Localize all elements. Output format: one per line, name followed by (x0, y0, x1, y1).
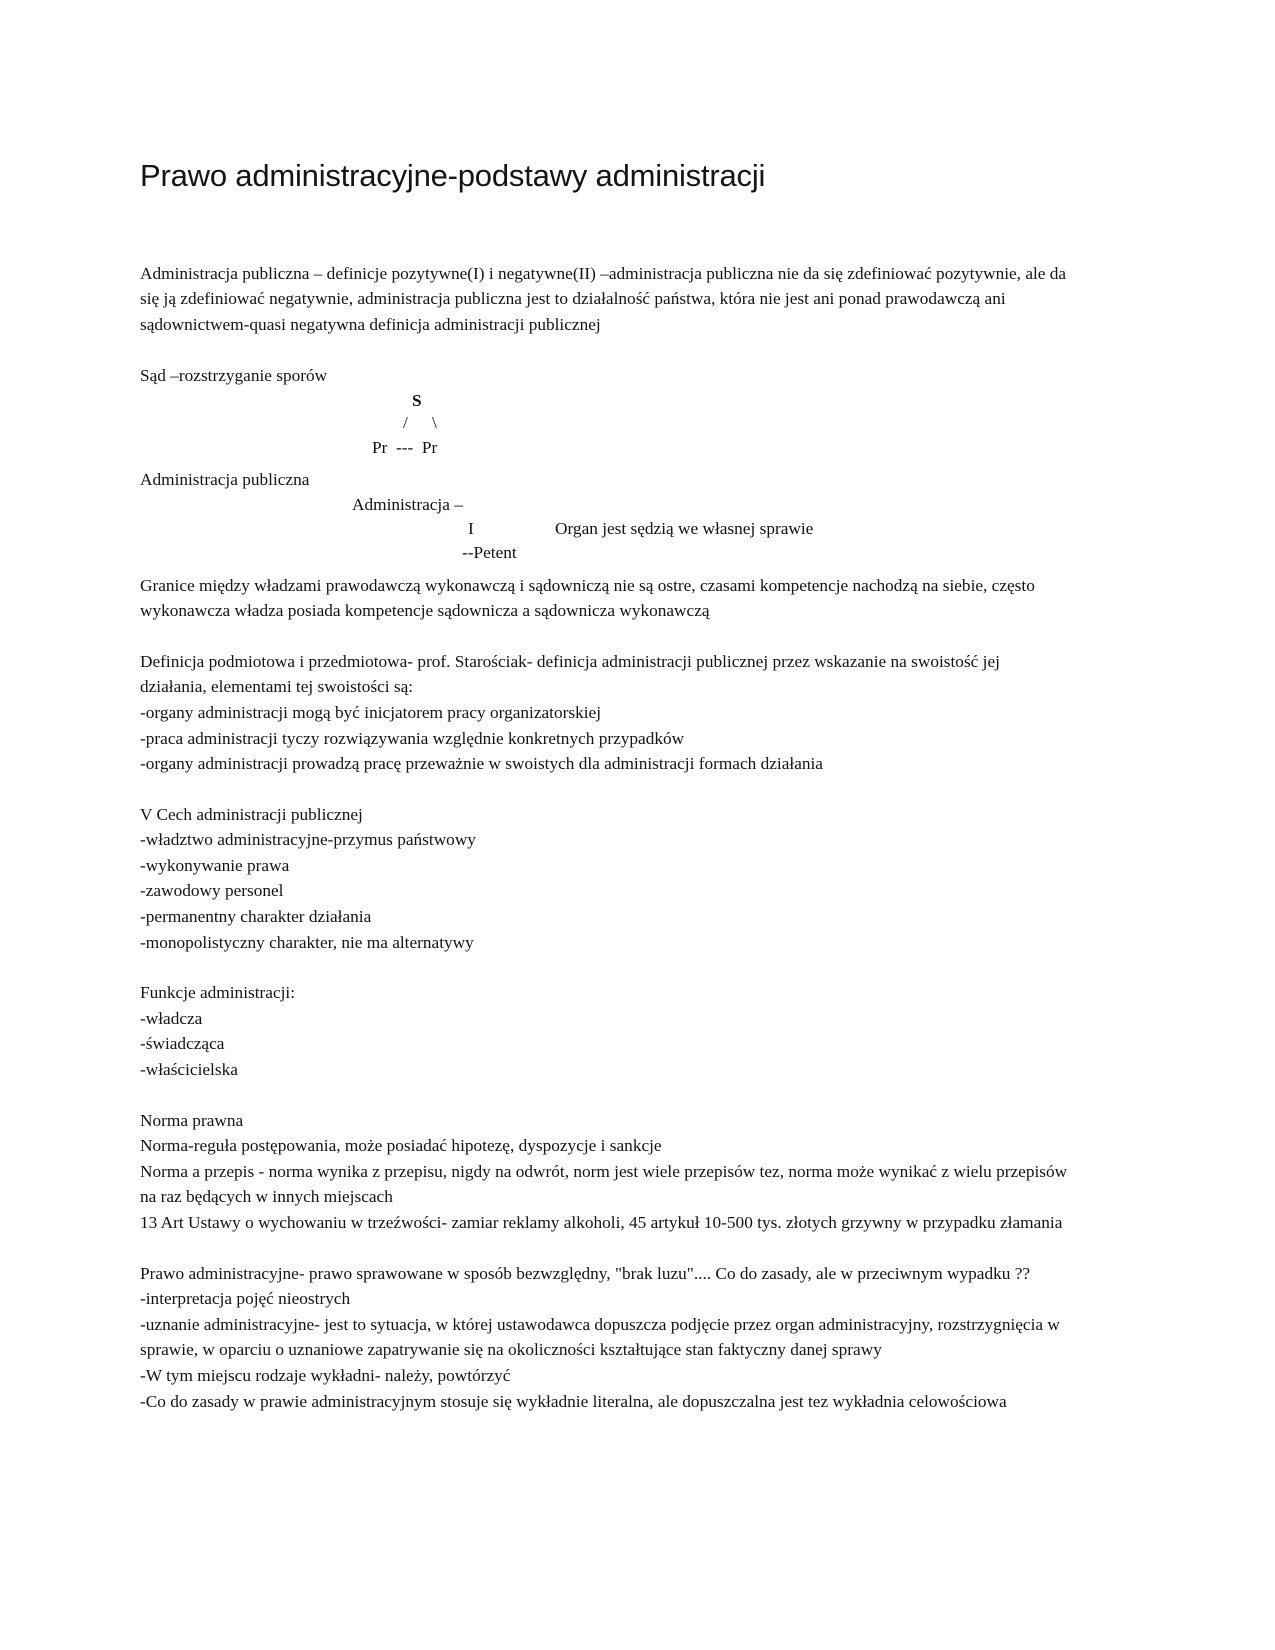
norma-line-3: 13 Art Ustawy o wychowaniu w trzeźwości- zamiar reklamy alkoholi, 45 artykuł 10-500 tys. złotych grzywny w przypadku złamania (140, 1213, 1063, 1233)
administration-diagram (140, 493, 1070, 573)
cechy-bullet: -permanentny charakter działania (140, 907, 372, 927)
diagram-node-petent: --Petent (462, 542, 517, 562)
spacer (140, 955, 1070, 980)
cechy-bullet: -wykonywanie prawa (140, 855, 290, 875)
definicja-bullet: -organy administracji mogą być inicjatorem pracy organizatorskiej (140, 702, 601, 722)
sad-heading: Sąd –rozstrzyganie sporów (140, 366, 328, 386)
definicja-bullet: -organy administracji prowadzą pracę przeważnie w swoistych dla administracji formach działania (140, 754, 823, 774)
diagram-note-organ: Organ jest sędzią we własnej sprawie (555, 518, 814, 538)
cechy-bullet: -władztwo administracyjne-przymus państwowy (140, 830, 476, 850)
prawo-administracyjne-paragraph (140, 1261, 1070, 1415)
spacer (140, 337, 1070, 363)
prawo-adm-line-4: -W tym miejscu rodzaje wykładni- należy, powtórzyć (140, 1365, 511, 1385)
granice-paragraph (140, 573, 1070, 624)
funkcje-heading: Funkcje administracji: (140, 983, 296, 1003)
diagram-branch-right-icon: \ (432, 412, 437, 432)
prawo-adm-line-3: -uznanie administracyjne- jest to sytuacja, w której ustawodawca dopuszcza podjęcie przez organ administracyjny, rozstrzygnięcia w sprawie, w oparciu o uznaniowe zapatrywanie się na okoliczności kształtujące stan faktyczny danej sprawy (140, 1314, 1060, 1360)
spacer (140, 624, 1070, 649)
page-title: Prawo administracyjne-podstawy administracji (140, 158, 766, 193)
diagram-node-administracja: Administracja – (352, 494, 463, 514)
diagram-node-sad: S (412, 390, 422, 410)
intro-text: Administracja publiczna – definicje pozytywne(I) i negatywne(II) –administracja publiczna nie da się zdefiniować pozytywnie, ale da się ją zdefiniować negatywnie, administracja publiczna jest to działalność państwa, która nie jest ani ponad prawodawczą ani sądownictwem-quasi negatywna definicja administracji publicznej (140, 263, 1067, 334)
administracja-publiczna-heading-block (140, 467, 1070, 493)
cechy-bullet: -monopolistyczny charakter, nie ma alternatywy (140, 932, 474, 952)
norma-line-1: Norma-reguła postępowania, może posiadać hipotezę, dyspozycje i sankcje (140, 1136, 662, 1156)
cechy-heading: V Cech administracji publicznej (140, 804, 363, 824)
funkcje-paragraph (140, 980, 1070, 1082)
definicja-paragraph (140, 649, 1070, 777)
court-diagram (140, 389, 1070, 467)
definicja-bullet: -praca administracji tyczy rozwiązywania względnie konkretnych przypadków (140, 728, 685, 748)
spacer (140, 777, 1070, 802)
diagram-branch-left-icon: / (403, 412, 408, 432)
sad-heading-block (140, 363, 1070, 389)
administracja-publiczna-heading: Administracja publiczna (140, 469, 310, 489)
granice-text: Granice między władzami prawodawczą wykonawczą i sądowniczą nie są ostre, czasami kompetencje nachodzą na siebie, często wykonawcza władza posiada kompetencje sądownicza a sądownicza wykonawczą (140, 575, 1035, 621)
diagram-leaves-parties: Pr --- Pr (372, 437, 438, 457)
funkcje-bullet: -właścicielska (140, 1060, 238, 1080)
prawo-adm-line-2: -interpretacja pojęć nieostrych (140, 1289, 351, 1309)
cechy-bullet: -zawodowy personel (140, 881, 284, 901)
spacer (140, 195, 1070, 261)
spacer (140, 1083, 1070, 1108)
norma-heading: Norma prawna (140, 1110, 244, 1130)
prawo-adm-line-1: Prawo administracyjne- prawo sprawowane w sposób bezwzględny, "brak luzu".... Co do zasady, ale w przeciwnym wypadku ?? (140, 1263, 1031, 1283)
definicja-intro: Definicja podmiotowa i przedmiotowa- prof. Starościak- definicja administracji publicznej przez wskazanie na swoistość jej działania, elementami tej swoistości są: (140, 651, 1000, 697)
cechy-paragraph (140, 802, 1070, 956)
document-content (140, 158, 1070, 1414)
intro-paragraph (140, 261, 1070, 338)
prawo-adm-line-5: -Co do zasady w prawie administracyjnym stosuje się wykładnie literalna, ale dopuszczalna jest tez wykładnia celowościowa (140, 1391, 1007, 1411)
funkcje-bullet: -świadcząca (140, 1034, 225, 1054)
spacer (140, 1236, 1070, 1261)
diagram-rail-icon: I (468, 518, 474, 538)
norma-line-2: Norma a przepis - norma wynika z przepisu, nigdy na odwrót, norm jest wiele przepisów tez, norma może wynikać z wielu przepisów na raz będących w innych miejscach (140, 1161, 1068, 1207)
norma-paragraph (140, 1108, 1070, 1236)
funkcje-bullet: -władcza (140, 1008, 203, 1028)
